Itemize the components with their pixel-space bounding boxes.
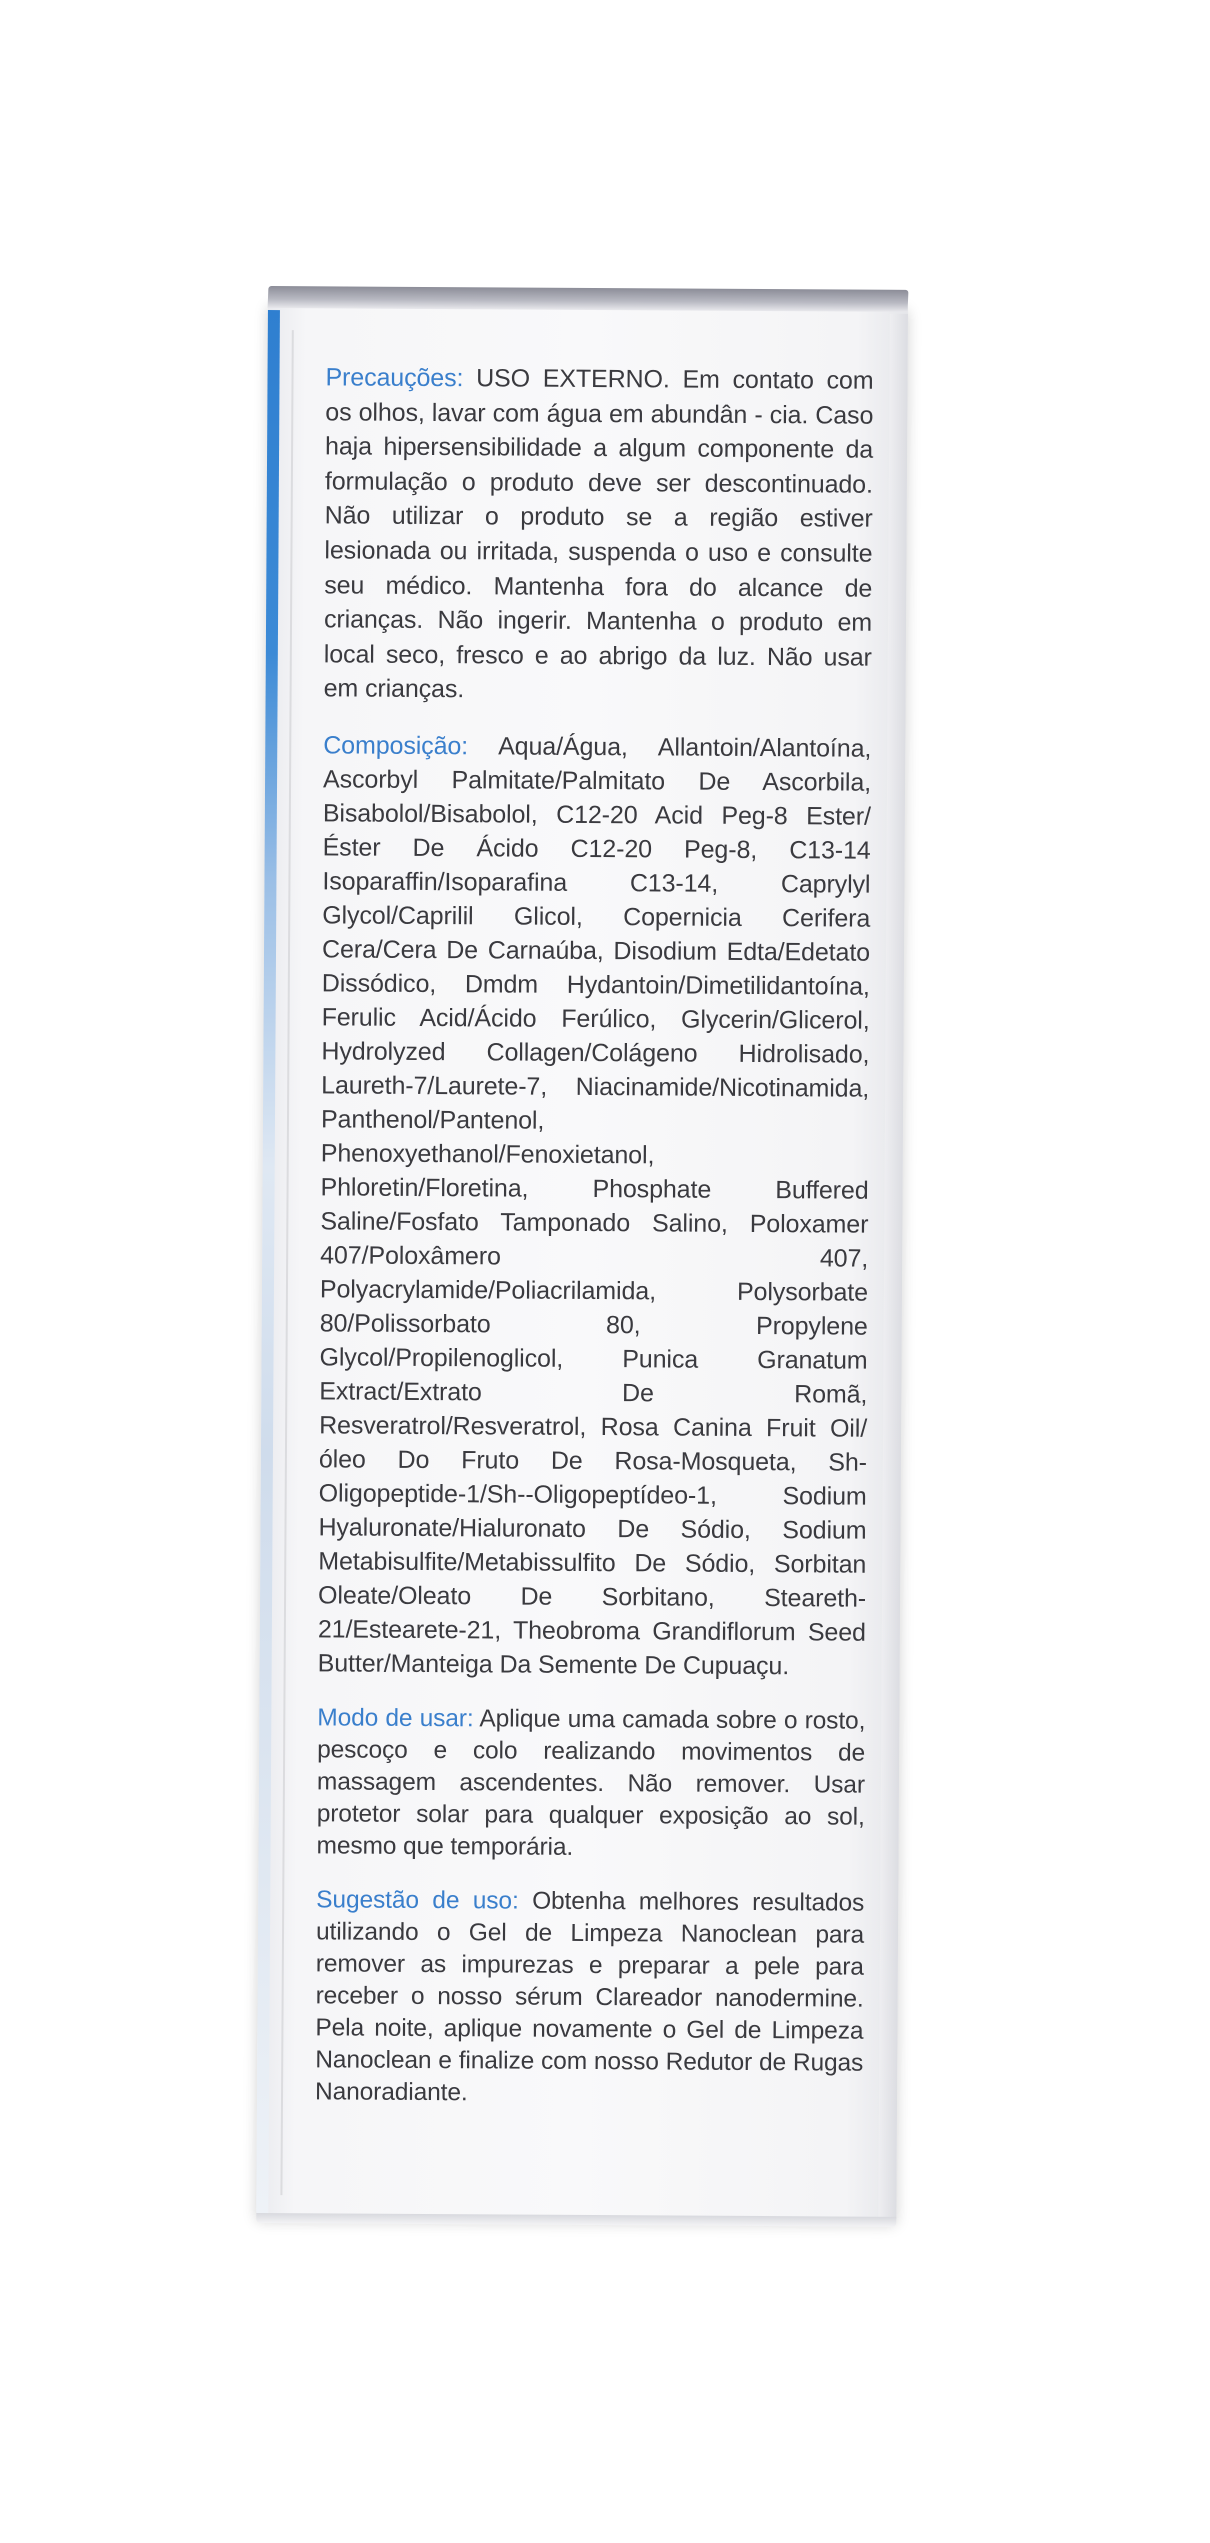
- section-text-sugestao-de-uso: Obtenha melhores resultados utilizando o Gel de Limpeza Nanoclean para remover as impurezas e preparar a pele para receber o nosso sérum Clareador nanodermine. Pela noite, aplique novamente o Gel de Limpeza Nanoclean e finalize com nosso Redutor de Rugas Nanoradiante.: [314, 1887, 865, 2107]
- section-sugestao-de-uso: [315, 1884, 864, 2111]
- section-composicao: [318, 728, 872, 1683]
- section-text-precaucoes: USO EXTERNO. Em contato com os olhos, lavar com água em abundân - cia. Caso haja hipersensibilidade a algum componente da formulação o produto deve ser descontinuado. Não utilizar o produto se a região estiver lesionada ou irritada, suspenda o uso e consulte seu médico. Mantenha fora do alcance de crianças. Não ingerir. Mantenha o produto em local seco, fresco e ao abrigo da luz. Não usar em crianças.: [323, 364, 874, 704]
- section-text-composicao: Aqua/Água, Allantoin/Alantoína, Ascorbyl Palmitate/Palmitato De Ascorbila, Bisabolol/Bisabolol, C12-20 Acid Peg-8 Ester/Éster De Ácido C12-20 Peg-8, C13-14 Isoparaffin/Isoparafina C13-14, Caprylyl Glycol/Caprilil Glicol, Copernicia Cerifera Cera/Cera De Carnaúba, Disodium Edta/Edetato Dissódico, Dmdm Hydantoin/Dimetilidantoína, Ferulic Acid/Ácido Ferúlico, Glycerin/Glicerol, Hydrolyzed Collagen/Colágeno Hidrolisado, Laureth-7/Laurete-7, Niacinamide/Nicotinamida, Panthenol/Pantenol, Phenoxyethanol/Fenoxietanol, Phloretin/Floretina, Phosphate Buffered Saline/Fosfato Tamponado Salino, Poloxamer 407/Poloxâmero 407, Polyacrylamide/Poliacrilamida, Polysorbate 80/Polissorbato 80, Propylene Glycol/Propilenoglicol, Punica Granatum Extract/Extrato De Romã, Resveratrol/Resveratrol, Rosa Canina Fruit Oil/óleo Do Fruto De Rosa-Mosqueta, Sh-Oligopeptide-1/Sh--Oligopeptídeo-1, Sodium Hyaluronate/Hialuronato De Sódio, Sodium Metabisulfite/Metabissulfito De Sódio, Sorbitan Oleate/Oleato De Sorbitano, Steareth-21/Estearete-21, Theobroma Grandiflorum Seed Butter/Manteiga Da Semente De Cupuaçu.: [317, 732, 872, 1681]
- box-fold-line: [280, 330, 293, 2195]
- section-label-sugestao-de-uso: Sugestão de uso:: [316, 1886, 519, 1915]
- section-precaucoes: [324, 360, 874, 709]
- section-label-composicao: Composição:: [323, 731, 469, 761]
- box-top-edge: [268, 286, 909, 312]
- product-box-side-panel: [256, 300, 908, 2219]
- section-modo-de-usar: [316, 1702, 865, 1865]
- section-label-precaucoes: Precauções:: [325, 363, 464, 393]
- label-text-block: [315, 360, 874, 2133]
- section-text-modo-de-usar: Aplique uma camada sobre o rosto, pescoço e colo realizando movimentos de massagem ascendentes. Não remover. Usar protetor solar para qualquer exposição ao sol, mesmo que temporária.: [316, 1705, 866, 1861]
- section-label-modo-de-usar: Modo de usar:: [317, 1704, 474, 1733]
- box-bottom-edge: [256, 2213, 896, 2227]
- box-blue-edge-stripe: [256, 310, 280, 2215]
- box-right-edge: [878, 314, 908, 2219]
